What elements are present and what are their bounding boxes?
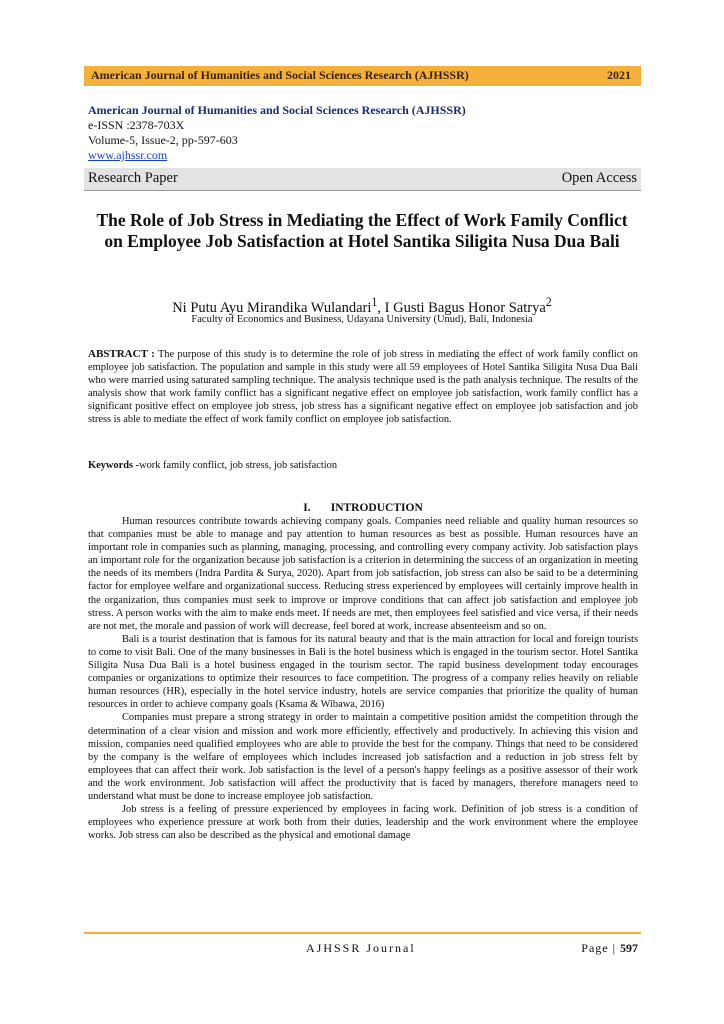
section-title: INTRODUCTION	[330, 502, 423, 514]
author-name: I Gusti Bagus Honor Satrya	[384, 299, 546, 316]
meta-volume: Volume-5, Issue-2, pp-597-603	[88, 133, 238, 147]
journal-header-band	[84, 66, 641, 86]
meta-journal-name: American Journal of Humanities and Social Sciences Research (AJHSSR)	[88, 103, 466, 117]
footer-page	[581, 941, 638, 956]
article-type: Research Paper	[88, 170, 178, 186]
journal-meta	[88, 103, 638, 163]
section-number: I.	[303, 502, 311, 514]
paper-title: The Role of Job Stress in Mediating the Effect of Work Family Conflict on Employee Job Satisfaction at Hotel Santika Siligita Nusa Dua Bali	[96, 210, 628, 251]
author-separator: ,	[377, 299, 385, 316]
keywords-text: work family conflict, job stress, job satisfaction	[139, 460, 338, 471]
header-year: 2021	[607, 68, 631, 82]
page-label: Page |	[581, 941, 620, 955]
footer-divider	[84, 932, 641, 934]
author-affiliation-mark: 2	[545, 295, 552, 309]
footer-journal: AJHSSR Journal	[306, 941, 416, 955]
paragraph: Human resources contribute towards achieving company goals. Companies need reliable and quality human resources so that companies must be able to manage and pay attention to human resources as best as possible. Human resources have an important role in companies such as planning, managing, processing, and controlling every company activity. Job satisfaction plays an important role for the organization because job satisfaction is a criterion in determining the success of an organization in meeting the needs of its members (Indra Pardita & Surya, 2020). Apart from job satisfaction, job stress can also be said to be a determining factor for employee welfare and organizational success. Reducing stress experienced by employees will certainly improve health in the organization, thus companies must seek to improve or improve conditions that can affect job satisfaction and employee job stress. A person works with the aim to make ends meet. If needs are met, then employees feel satisfied and vice versa, if their needs are not met, the morale and passion of work will decrease, feel bored at work, increase absenteeism and so on.	[88, 516, 638, 632]
page-number: 597	[620, 941, 638, 955]
section-heading	[88, 502, 638, 514]
header-journal-name: American Journal of Humanities and Social Sciences Research (AJHSSR)	[91, 68, 469, 82]
paragraph: Bali is a tourist destination that is famous for its natural beauty and that is the main attraction for local and foreign tourists to come to visit Bali. One of the many businesses in Bali is the hotel business which is engaged in the tourism sector. Hotel Santika Siligita Nusa Dua Bali is a hotel business engaged in the tourism sector. The rapid business development today encourages companies or organizations to optimize their resources to face competition. The progress of a company relies heavily on reliable human resources (HR), especially in the hotel service industry, hotels are service companies that prioritize the quality of human resources in order to achieve company goals (Ksama & Wibawa, 2016)	[88, 633, 638, 711]
journal-website-link[interactable]: www.ajhssr.com	[88, 148, 168, 162]
paragraph: Job stress is a feeling of pressure experienced by employees in facing work. Definition of job stress is a condition of employees who experience pressure at work both from their duties, leadership and the work environment where the employee works. Job stress can also be described as the physical and emotional damage	[88, 804, 638, 842]
author-name: Ni Putu Ayu Mirandika Wulandari	[172, 299, 372, 316]
author-affiliation-mark: 1	[371, 295, 378, 309]
abstract	[88, 348, 638, 427]
author-affiliation: Faculty of Economics and Business, Udayana University (Unud), Bali, Indonesia	[191, 314, 533, 325]
keywords-label: Keywords -	[88, 460, 140, 471]
abstract-label: ABSTRACT :	[88, 348, 155, 360]
abstract-text: The purpose of this study is to determine the role of job stress in mediating the effect of work family conflict on employee job satisfaction. The population and sample in this study were all 59 employees of Hotel Santika Siligita Nusa Dua Bali who were married using saturated sampling technique. The analysis technique used is the path analysis technique. The results of the analysis show that work family conflict has a significant negative effect on employee job satisfaction, work family conflict has a significant positive effect on employee job stress, job stress has a significant negative effect on employee job satisfaction and job stress is able to mediate the effect of work family conflict on employee job satisfaction.	[88, 349, 638, 426]
body-text	[88, 515, 638, 842]
paragraph: Companies must prepare a strong strategy in order to maintain a competitive position amidst the competition through the determination of a clear vision and mission and work more efficiently, effectively and productively. In achieving this vision and mission, companies need qualified employees who are able to provide the best for the company. Things that need to be considered by the company is the welfare of employees which includes increased job satisfaction and a reduction in job stress felt by employees that can affect their work. Job satisfaction is the level of a person's happy feelings as a positive assessor of their work and the work environment. Job satisfaction will affect the productivity that is faced by managers, therefore managers need to understand what must be done to increase employee job satisfaction.	[88, 712, 638, 802]
article-type-bar	[84, 168, 641, 191]
access-type: Open Access	[561, 170, 637, 186]
meta-issn: e-ISSN :2378-703X	[88, 118, 185, 132]
keywords	[88, 460, 638, 471]
